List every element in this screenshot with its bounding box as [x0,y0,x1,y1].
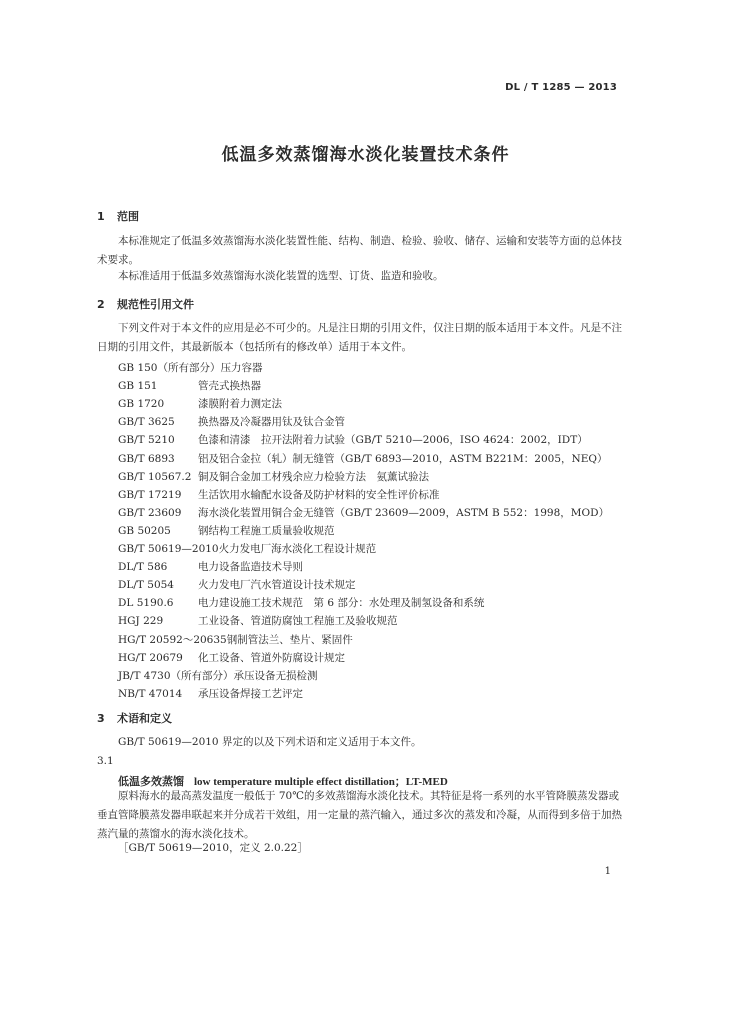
reference-item [118,414,345,429]
reference-item [118,595,484,610]
reference-item [118,686,303,701]
reference-item [118,559,303,574]
section-number: 1 [97,210,105,223]
section-number: 3 [97,712,105,725]
reference-item [118,396,282,411]
reference-code: GB/T 17219 [118,488,182,501]
reference-title: 电力建设施工技术规范 第 6 部分：水处理及制氢设备和系统 [198,597,485,610]
reference-item [118,523,335,538]
term-number: 3.1 [97,755,114,767]
term-name-en: low temperature multiple effect distillation；LT-MED [194,776,448,788]
reference-title: 管壳式换热器 [198,380,261,393]
reference-code: GB/T 23609 [118,506,182,519]
section-title: 术语和定义 [117,712,172,725]
reference-code: GB 50205 [118,524,171,537]
reference-title: 电力设备监造技术导则 [198,561,303,574]
reference-item [118,469,429,484]
reference-item [118,650,345,665]
reference-code: GB 150（所有部分） [118,362,221,374]
reference-item [118,360,262,375]
reference-item [118,432,588,447]
reference-item [118,541,376,556]
reference-code: NB/T 47014 [118,687,183,700]
reference-item [118,668,318,683]
term-definition: 原料海水的最高蒸发温度一般低于 70℃的多效蒸馏海水淡化技术。其特征是将一系列的水平管降膜蒸发器或垂直管降膜蒸发器串联起来并分成若干效组，用一定量的蒸汽输入，通过多次的蒸发和冷凝，从而得到多倍于加热蒸汽量的蒸馏水的海水淡化技术。 [97,790,622,840]
reference-title: 钢结构工程施工质量验收规范 [198,524,335,537]
reference-title: 钢制管法兰、垫片、紧固件 [226,633,353,646]
reference-code: JB/T 4730（所有部分） [118,669,234,682]
reference-item [118,505,609,520]
section-1-paragraph-2: 本标准适用于低温多效蒸馏海水淡化装置的选型、订货、监造和验收。 [118,270,444,282]
page-number: 1 [604,866,611,877]
reference-title: 铜及铜合金加工材残余应力检验方法 氨薰试验法 [198,470,429,483]
reference-code: GB/T 3625 [118,416,175,429]
reference-title: 色漆和清漆 拉开法附着力试验（GB/T 5210—2006，ISO 4624：2002，IDT） [198,434,588,447]
reference-code: GB/T 50619—2010 [118,543,219,555]
reference-title: 铝及铝合金拉（轧）制无缝管（GB/T 6893—2010，ASTM B221M：2005，NEQ） [198,452,608,465]
reference-title: 火力发电厂海水淡化工程设计规范 [218,543,377,555]
reference-title: 承压设备焊接工艺评定 [198,687,303,700]
section-title: 范围 [117,210,139,223]
reference-code: HGJ 229 [118,615,164,628]
reference-title: 海水淡化装置用铜合金无缝管（GB/T 23609—2009，ASTM B 552：1998，MOD） [198,506,610,519]
section-2-intro: 下列文件对于本文件的应用是必不可少的。凡是注日期的引用文件，仅注日期的版本适用于本文件。凡是不注日期的引用文件，其最新版本（包括所有的修改单）适用于本文件。 [97,322,622,353]
reference-code: GB 151 [118,380,158,393]
reference-title: 化工设备、管道外防腐设计规定 [198,651,345,664]
reference-code: DL/T 5054 [118,579,174,592]
reference-code: DL 5190.6 [118,597,174,610]
section-3-heading [97,710,172,726]
reference-code: GB/T 10567.2 [118,470,192,483]
reference-title: 承压设备无损检测 [233,669,318,682]
reference-item [118,577,356,592]
reference-code: HG/T 20592～20635 [118,633,227,646]
reference-code: GB/T 6893 [118,452,175,465]
reference-item [118,451,607,466]
section-1-heading [97,208,139,224]
term-name-zh: 低温多效蒸馏 [118,775,184,788]
reference-title: 火力发电厂汽水管道设计技术规定 [198,579,356,592]
reference-title: 漆膜附着力测定法 [198,398,282,411]
section-number: 2 [97,298,105,311]
reference-title: 工业设备、管道防腐蚀工程施工及验收规范 [198,615,398,628]
reference-code: GB 1720 [118,398,165,411]
document-title: 低温多效蒸馏海水淡化装置技术条件 [221,145,510,165]
reference-item [118,613,398,628]
section-1-paragraph-1: 本标准规定了低温多效蒸馏海水淡化装置性能、结构、制造、检验、验收、储存、运输和安装等方面的总体技术要求。 [97,235,622,266]
reference-item [118,487,440,502]
standard-code: DL / T 1285 — 2013 [505,82,617,93]
reference-title: 压力容器 [220,362,263,374]
section-2-heading [97,296,194,312]
section-title: 规范性引用文件 [117,298,194,311]
reference-code: HG/T 20679 [118,651,183,664]
reference-title: 生活饮用水输配水设备及防护材料的安全性评价标准 [198,488,440,501]
reference-code: GB/T 5210 [118,434,175,447]
reference-code: DL/T 586 [118,561,168,574]
reference-item [118,378,261,393]
reference-title: 换热器及冷凝器用钛及钛合金管 [198,416,345,429]
section-3-intro: GB/T 50619—2010 界定的以及下列术语和定义适用于本文件。 [118,736,422,748]
reference-item [118,632,353,647]
term-source: ［GB/T 50619—2010，定义 2.0.22］ [118,842,308,854]
